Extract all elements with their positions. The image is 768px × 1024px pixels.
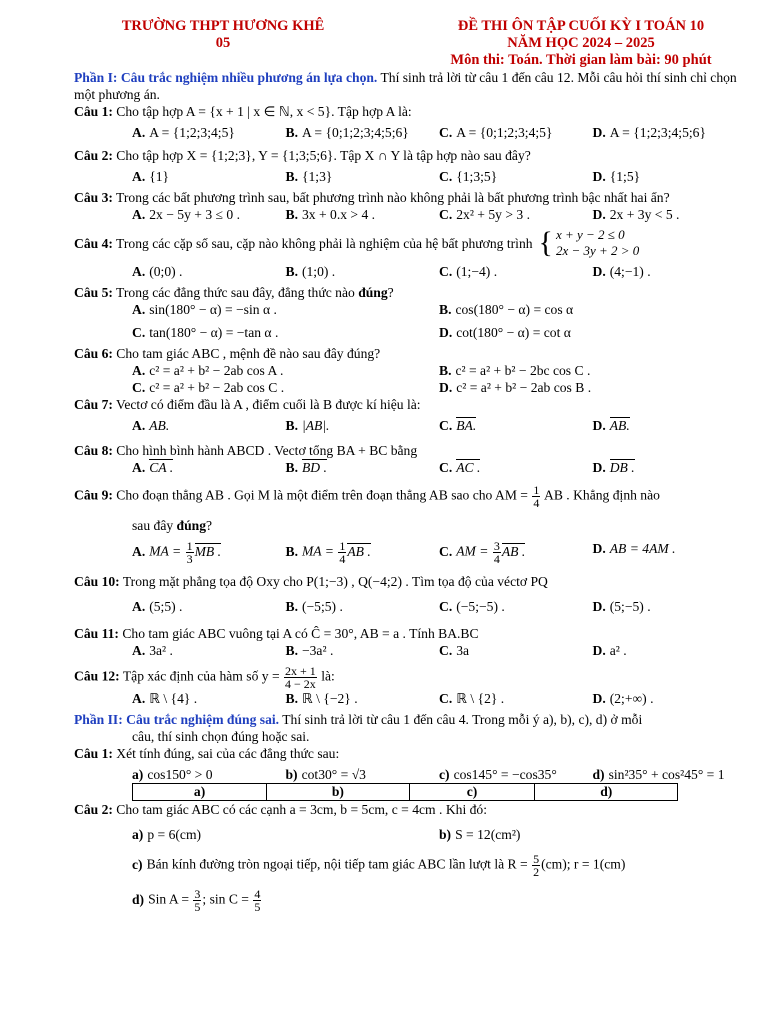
option-c[interactable]: C. (1;−4) . bbox=[439, 264, 498, 279]
question-label: Câu 12: bbox=[74, 668, 120, 684]
question-text: Trong các cặp số sau, cặp nào không phải là nghiệm của hệ bất phương trình bbox=[112, 235, 533, 251]
question-label: Câu 4: bbox=[74, 235, 113, 251]
school-name: TRƯỜNG THPT HƯƠNG KHÊ bbox=[121, 18, 325, 34]
option-a[interactable]: A. (5;5) . bbox=[132, 599, 183, 614]
part1-instructions: Thí sinh trả lời từ câu 1 đến câu 12. Mỗi câu hỏi thí sinh chỉ chọn một phương án. bbox=[74, 70, 737, 102]
question-4 bbox=[74, 227, 746, 259]
option-d[interactable]: D. cot(180° − α) = cot α bbox=[439, 325, 571, 340]
option-a[interactable]: A. ℝ \ {4} . bbox=[132, 691, 198, 706]
p2q1-items bbox=[74, 766, 746, 783]
option-d[interactable]: D. c² = a² + b² − 2ab cos B . bbox=[439, 380, 592, 395]
answer-cell-a[interactable]: a) bbox=[133, 784, 267, 801]
question-label: Câu 9: bbox=[74, 487, 113, 503]
option-d[interactable]: D. AB. bbox=[592, 418, 630, 433]
option-c[interactable]: C. 2x² + 5y > 3 . bbox=[439, 207, 531, 222]
question-9-continued: sau đây đúng? bbox=[132, 518, 213, 533]
option-a[interactable]: A. c² = a² + b² − 2ab cos A . bbox=[132, 363, 284, 378]
question-label: Câu 2: bbox=[74, 802, 113, 817]
option-b[interactable]: B. ℝ \ {−2} . bbox=[285, 691, 358, 706]
q8-options bbox=[74, 459, 746, 476]
question-label: Câu 3: bbox=[74, 190, 113, 205]
header bbox=[74, 18, 746, 69]
q7-options bbox=[74, 417, 746, 434]
option-a[interactable]: A. 3a² . bbox=[132, 643, 173, 658]
option-c[interactable]: C. {1;3;5} bbox=[439, 169, 498, 184]
question-5: Câu 5: Trong các đẳng thức sau đây, đẳng thức nào đúng? bbox=[74, 285, 394, 300]
question-11: Câu 11: Cho tam giác ABC vuông tại A có Ĉ = 30°, AB = a . Tính BA.BC bbox=[74, 626, 479, 641]
q1-options bbox=[74, 124, 746, 141]
option-c[interactable]: C. A = {0;1;2;3;4;5} bbox=[439, 125, 553, 140]
question-label: Câu 5: bbox=[74, 285, 113, 300]
option-c[interactable]: C. c² = a² + b² − 2ab cos C . bbox=[132, 380, 285, 395]
question-label: Câu 11: bbox=[74, 626, 119, 641]
q12-options bbox=[74, 690, 746, 707]
option-a[interactable]: A. A = {1;2;3;4;5} bbox=[132, 125, 235, 140]
p2q2-ab bbox=[74, 826, 746, 843]
answer-cell-c[interactable]: c) bbox=[409, 784, 535, 801]
answer-cell-d[interactable]: d) bbox=[535, 784, 678, 801]
option-c[interactable]: C. AM = $\frac{3}{4}$ AB . bbox=[439, 539, 526, 566]
q2-options bbox=[74, 168, 746, 185]
option-d[interactable]: D. 2x + 3y < 5 . bbox=[592, 207, 680, 222]
question-6: Câu 6: Cho tam giác ABC , mệnh đề nào sau đây đúng? bbox=[74, 346, 381, 361]
header-left bbox=[98, 18, 348, 69]
option-c[interactable]: C. AC . bbox=[439, 460, 481, 475]
statement-c[interactable]: c) Bán kính đường tròn ngoại tiếp, nội tiếp tam giác ABC lần lượt là R = $\frac{5}{2}$ (cm); r = 1(cm) bbox=[132, 852, 626, 879]
statement-c[interactable]: c) cos145° = −cos35° bbox=[439, 767, 557, 782]
q10-options bbox=[74, 598, 746, 615]
statement-d[interactable]: d) Sin A = $\frac{3}{5}$ ; sin C = $\frac{4}{5}$ bbox=[132, 887, 261, 914]
option-d[interactable]: D. (2;+∞) . bbox=[592, 691, 654, 706]
q6-options-cd bbox=[74, 379, 746, 396]
question-label: Câu 10: bbox=[74, 574, 120, 589]
part2-intro: Phần II: Câu trắc nghiệm đúng sai. Thí sinh trả lời từ câu 1 đến câu 4. Trong mỗi ý a), b), c), d) ở mỗi bbox=[74, 712, 643, 727]
option-b[interactable]: B. MA = $\frac{1}{4}$ AB . bbox=[285, 539, 371, 566]
q9-options bbox=[74, 540, 746, 565]
option-c[interactable]: C. ℝ \ {2} . bbox=[439, 691, 505, 706]
part2-intro-continued: câu, thí sinh chọn đúng hoặc sai. bbox=[132, 729, 310, 744]
question-9: Câu 9: Cho đoạn thẳng AB . Gọi M là một điểm trên đoạn thẳng AB sao cho AM = $\frac{1}{4}$ AB . Khẳng định nào bbox=[74, 483, 660, 510]
q3-options bbox=[74, 206, 746, 223]
option-b[interactable]: B. {1;3} bbox=[285, 169, 333, 184]
option-b[interactable]: B. |AB|. bbox=[285, 418, 330, 433]
part2-question-1: Câu 1: Xét tính đúng, sai của các đẳng thức sau: bbox=[74, 746, 340, 761]
statement-b[interactable]: b) cot30° = √3 bbox=[285, 767, 366, 782]
question-label: Câu 8: bbox=[74, 443, 113, 458]
option-b[interactable]: B. (−5;5) . bbox=[285, 599, 343, 614]
option-c[interactable]: C. 3a bbox=[439, 643, 470, 658]
option-b[interactable]: B. 3x + 0.x > 4 . bbox=[285, 207, 376, 222]
question-label: Câu 1: bbox=[74, 104, 113, 119]
question-label: Câu 2: bbox=[74, 148, 113, 163]
option-a[interactable]: A. {1} bbox=[132, 169, 170, 184]
option-a[interactable]: A. sin(180° − α) = −sin α . bbox=[132, 302, 277, 317]
fraction: $\frac{2x + 1}{4 - 2x}$ bbox=[285, 664, 316, 691]
q6-options-ab bbox=[74, 362, 746, 379]
question-label: Câu 6: bbox=[74, 346, 113, 361]
option-a[interactable]: A. (0;0) . bbox=[132, 264, 183, 279]
question-3 bbox=[74, 189, 746, 206]
option-d[interactable]: D. A = {1;2;3;4;5;6} bbox=[592, 125, 706, 140]
part2-question-2: Câu 2: Cho tam giác ABC có các cạnh a = 3cm, b = 5cm, c = 4cm . Khi đó: bbox=[74, 802, 487, 817]
statement-a[interactable]: a) cos150° > 0 bbox=[132, 767, 213, 782]
question-label: Câu 1: bbox=[74, 746, 113, 761]
q5-options-ab bbox=[74, 301, 746, 318]
brace-icon: { bbox=[538, 226, 553, 259]
exam-title: ĐỀ THI ÔN TẬP CUỐI KỲ I TOÁN 10 bbox=[457, 18, 705, 34]
question-10: Câu 10: Trong mặt phẳng tọa độ Oxy cho P(1;−3) , Q(−4;2) . Tìm tọa độ của véctơ PQ bbox=[74, 574, 548, 589]
option-b[interactable]: B. c² = a² + b² − 2bc cos C . bbox=[439, 363, 591, 378]
option-b[interactable]: B. cos(180° − α) = cos α bbox=[439, 302, 574, 317]
option-b[interactable]: B. (1;0) . bbox=[285, 264, 336, 279]
question-8: Câu 8: Cho hình bình hành ABCD . Vectơ tổng BA + BC bằng bbox=[74, 443, 418, 458]
question-12: Câu 12: Tập xác định của hàm số y = $\frac{2x + 1}{4 - 2x}$ là: bbox=[74, 664, 335, 691]
option-d[interactable]: D. {1;5} bbox=[592, 169, 641, 184]
option-d[interactable]: D. (4;−1) . bbox=[592, 264, 651, 279]
q11-options bbox=[74, 642, 746, 659]
q5-options-cd bbox=[74, 324, 746, 341]
part2-title: Phần II: Câu trắc nghiệm đúng sai. bbox=[74, 712, 280, 727]
option-b[interactable]: B. −3a² . bbox=[285, 643, 334, 658]
statement-d[interactable]: d) sin²35° + cos²45° = 1 bbox=[592, 767, 725, 782]
answer-table bbox=[132, 783, 678, 801]
subject-line: Môn thi: Toán. Thời gian làm bài: 90 phút bbox=[450, 52, 712, 68]
option-d[interactable]: D. (5;−5) . bbox=[592, 599, 651, 614]
option-d[interactable]: D. a² . bbox=[592, 643, 627, 658]
part1-title: Phần I: Câu trắc nghiệm nhiều phương án lựa chọn. bbox=[74, 70, 378, 85]
option-c[interactable]: C. BA. bbox=[439, 418, 477, 433]
part1-intro bbox=[4, 69, 746, 103]
answer-cell-b[interactable]: b) bbox=[267, 784, 409, 801]
question-1 bbox=[74, 103, 746, 120]
option-d[interactable]: D. DB . bbox=[592, 460, 635, 475]
school-year: NĂM HỌC 2024 – 2025 bbox=[507, 35, 655, 51]
option-a[interactable]: A. CA . bbox=[132, 460, 174, 475]
option-c[interactable]: C. tan(180° − α) = −tan α . bbox=[132, 325, 279, 340]
option-b[interactable]: B. A = {0;1;2;3;4;5;6} bbox=[285, 125, 409, 140]
option-c[interactable]: C. (−5;−5) . bbox=[439, 599, 505, 614]
option-d[interactable]: D. AB = 4AM . bbox=[592, 541, 676, 556]
exam-code: 05 bbox=[215, 35, 231, 51]
statement-a[interactable]: a) p = 6(cm) bbox=[132, 827, 202, 842]
question-text: Cho tập hợp A = {x + 1 | x ∈ ℕ, x < 5}. Tập hợp A là: bbox=[112, 104, 412, 119]
fraction: $\frac{1}{4}$ bbox=[533, 483, 540, 510]
question-text: Trong các bất phương trình sau, bất phương trình nào không phải là bất phương trình bậc nhất hai ẩn? bbox=[112, 190, 670, 205]
option-a[interactable]: A. 2x − 5y + 3 ≤ 0 . bbox=[132, 207, 240, 222]
option-a[interactable]: A. MA = $\frac{1}{3}$ MB . bbox=[132, 539, 222, 566]
option-b[interactable]: B. BD . bbox=[285, 460, 327, 475]
inequality-system: { x + y − 2 ≤ 0 2x − 3y + 2 > 0 bbox=[538, 226, 640, 259]
question-label: Câu 7: bbox=[74, 397, 113, 412]
question-text: Cho tập hợp X = {1;2;3}, Y = {1;3;5;6}. Tập X ∩ Y là tập hợp nào sau đây? bbox=[112, 148, 531, 163]
question-7: Câu 7: Vectơ có điểm đầu là A , điểm cuối là B được kí hiệu là: bbox=[74, 397, 421, 412]
question-2 bbox=[74, 147, 746, 164]
header-right bbox=[416, 18, 746, 69]
statement-b[interactable]: b) S = 12(cm²) bbox=[439, 827, 521, 842]
q4-options bbox=[74, 263, 746, 280]
option-a[interactable]: A. AB. bbox=[132, 418, 170, 433]
